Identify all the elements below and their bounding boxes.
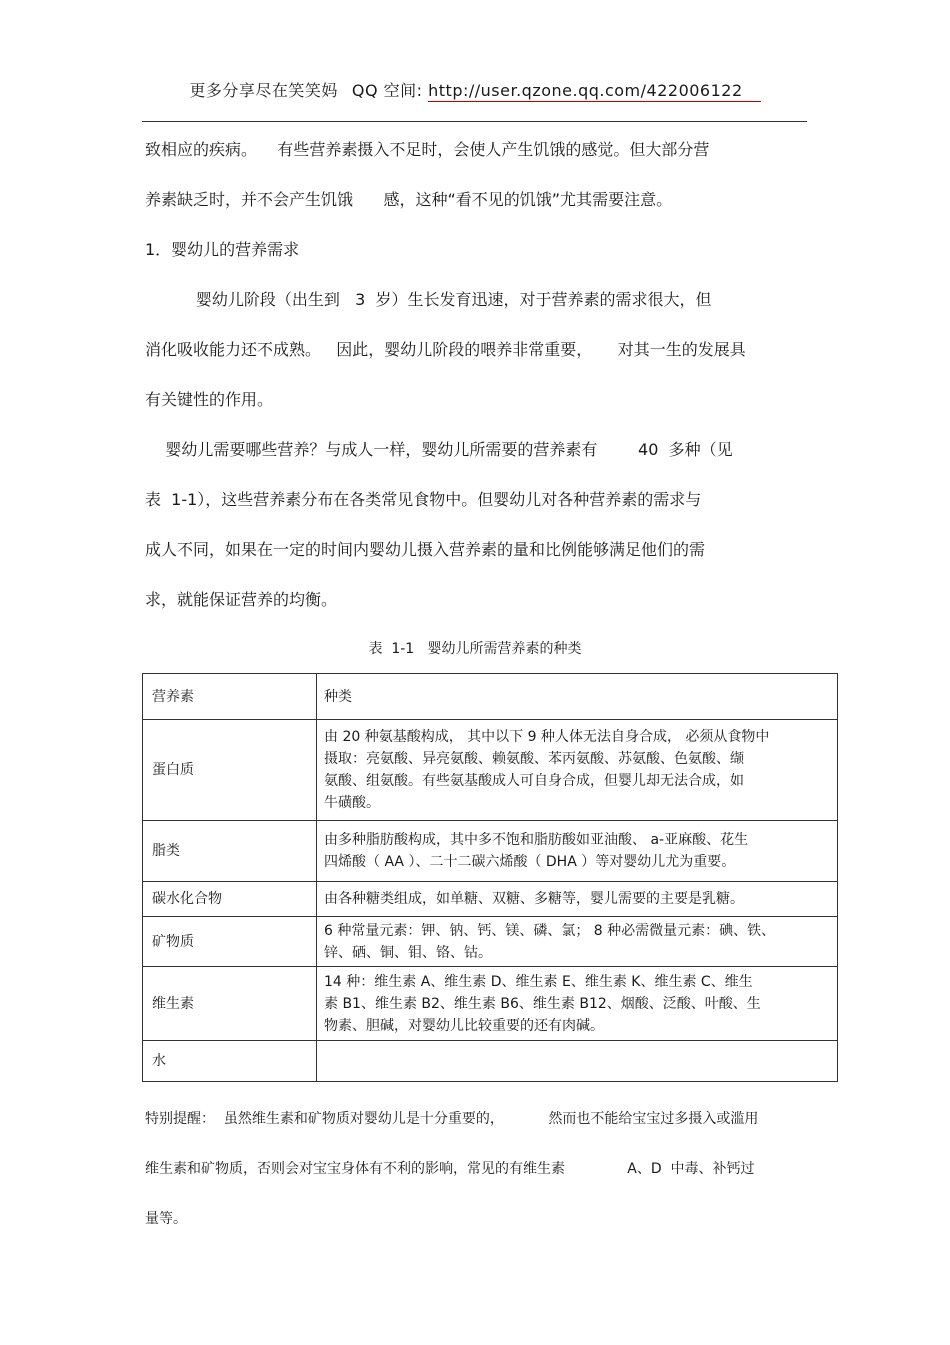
desc-line: 6 种常量元素：钾、钠、钙、镁、磷、氯； 8 种必需微量元素：碘、铁、 (324, 922, 776, 939)
body-line: 婴幼儿需要哪些营养？与成人一样，婴幼儿所需要的营养素有 40 多种（见 (145, 440, 733, 459)
desc-line: 由各种糖类组成，如单糖、双糖、多糖等，婴儿需要的主要是乳糖。 (324, 891, 744, 907)
desc-line: 由多种脂肪酸构成，其中多不饱和脂肪酸如亚油酸、 a-亚麻酸、花生 (324, 832, 749, 848)
body-line: 表 1-1），这些营养素分布在各类常见食物中。但婴幼儿对各种营养素的需求与 (145, 490, 702, 509)
header-prefix: 更多分享尽在笑笑妈 (189, 81, 338, 100)
qzone-link[interactable]: http://user.qzone.qq.com/422006122 (428, 81, 761, 102)
desc-line: 四烯酸（ AA ）、二十二碳六烯酸（ DHA ）等对婴幼儿尤为重要。 (324, 854, 736, 870)
body-line: 致相应的疾病。 有些营养素摄入不足时，会使人产生饥饿的感觉。但大部分营 (145, 140, 710, 159)
desc-line: 牛磺酸。 (324, 795, 380, 811)
nutrient-table (142, 673, 838, 1082)
body-line: 消化吸收能力还不成熟。 因此，婴幼儿阶段的喂养非常重要， 对其一生的发展具 (145, 340, 746, 359)
table-header-row (143, 674, 838, 720)
page-header (0, 78, 950, 101)
body-line: 婴幼儿阶段（出生到 3 岁）生长发育迅速，对于营养素的需求很大，但 (145, 290, 712, 309)
nutrient-name: 水 (143, 1041, 317, 1082)
column-header-type: 种类 (317, 674, 838, 720)
desc-line: 由 20 种氨基酸构成， 其中以下 9 种人体无法自身合成， 必须从食物中 (324, 729, 770, 745)
nutrient-desc (317, 821, 838, 882)
column-header-nutrient: 营养素 (143, 674, 317, 720)
nutrient-name: 维生素 (143, 967, 317, 1041)
body-line: 求，就能保证营养的均衡。 (145, 590, 338, 609)
special-tip-line: 特别提醒： 虽然维生素和矿物质对婴幼儿是十分重要的， 然而也不能给宝宝过多摄入或滥用 (145, 1111, 759, 1127)
desc-line: 氨酸、组氨酸。有些氨基酸成人可自身合成，但婴儿却无法合成，如 (324, 773, 744, 789)
nutrient-desc (317, 917, 838, 967)
desc-line: 物素、胆碱，对婴幼儿比较重要的还有肉碱。 (324, 1017, 604, 1034)
nutrient-desc (317, 967, 838, 1041)
nutrient-desc (317, 882, 838, 917)
table-row (143, 1041, 838, 1082)
table-row (143, 720, 838, 821)
table-row (143, 967, 838, 1041)
nutrient-name: 脂类 (143, 821, 317, 882)
table-row (143, 882, 838, 917)
table-row (143, 821, 838, 882)
body-line: 有关键性的作用。 (145, 390, 274, 409)
nutrient-name: 矿物质 (143, 917, 317, 967)
nutrient-desc (317, 1041, 838, 1082)
desc-line: 14 种：维生素 A、维生素 D、维生素 E、维生素 K、维生素 C、维生 (324, 973, 753, 990)
nutrient-desc (317, 720, 838, 821)
header-qq-label: QQ 空间: (351, 81, 423, 100)
nutrient-name: 碳水化合物 (143, 882, 317, 917)
nutrient-name: 蛋白质 (143, 720, 317, 821)
desc-line: 摄取：亮氨酸、异亮氨酸、赖氨酸、苯丙氨酸、苏氨酸、色氨酸、缬 (324, 751, 744, 767)
body-line: 成人不同，如果在一定的时间内婴幼儿摄入营养素的量和比例能够满足他们的需 (145, 540, 706, 559)
body-line: 养素缺乏时，并不会产生饥饿 感，这种“看不见的饥饿”尤其需要注意。 (145, 190, 673, 209)
special-tip-line: 量等。 (145, 1211, 187, 1227)
header-divider (142, 121, 807, 122)
section-heading: 1．婴幼儿的营养需求 (145, 240, 300, 259)
table-row (143, 917, 838, 967)
table-caption: 表 1-1 婴幼儿所需营养素的种类 (368, 641, 582, 657)
desc-line: 素 B1、维生素 B2、维生素 B6、维生素 B12、烟酸、泛酸、叶酸、生 (324, 995, 761, 1012)
desc-line: 锌、硒、铜、钼、铬、钴。 (324, 944, 492, 961)
special-tip-line: 维生素和矿物质，否则会对宝宝身体有不利的影响，常见的有维生素 A、D 中毒、补钙过 (145, 1161, 755, 1177)
